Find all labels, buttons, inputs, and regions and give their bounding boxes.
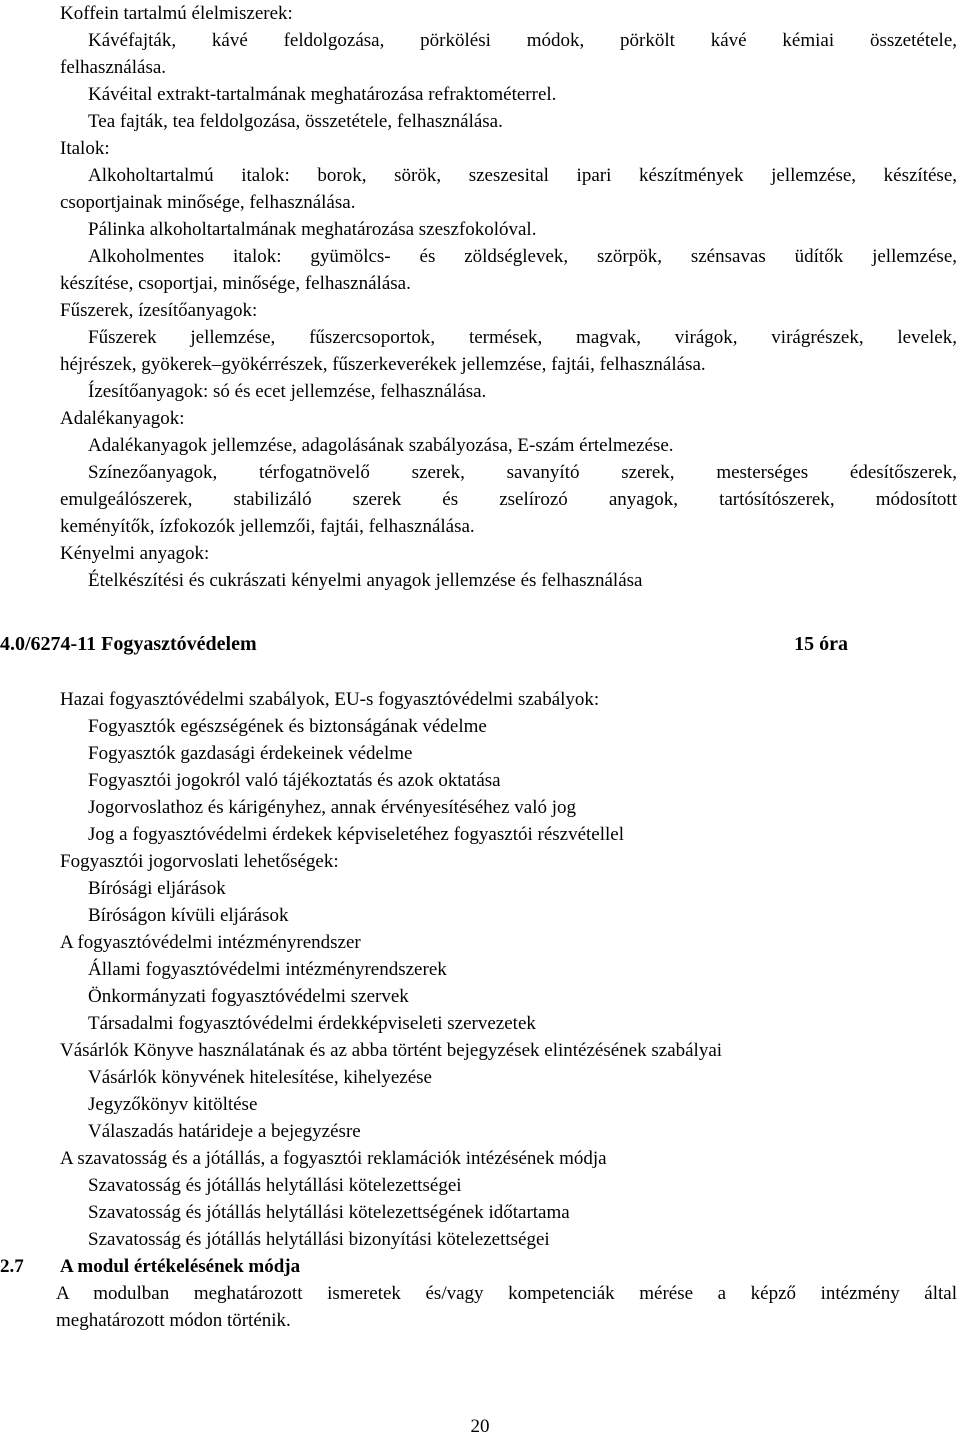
alcohol-line-2: csoportjainak minősége, felhasználása.: [60, 192, 356, 213]
alcohol-line-1: Alkoholtartalmú italok: borok, sörök, szeszesital ipari készítmények jellemzése, készítése,: [88, 165, 957, 186]
additives-heading: Adalékanyagok:: [60, 408, 185, 429]
list-item: Jogorvoslathoz és kárigényhez, annak érvényesítéséhez való jog: [88, 797, 577, 818]
book-heading: Vásárlók Könyve használatának és az abba történt bejegyzések elintézésének szabályai: [60, 1040, 723, 1061]
spices-heading: Fűszerek, ízesítőanyagok:: [60, 300, 258, 321]
additives-line: Adalékanyagok jellemzése, adagolásának szabályozása, E-szám értelmezése.: [88, 435, 674, 456]
list-item: Társadalmi fogyasztóvédelmi érdekképviseleti szervezetek: [88, 1013, 536, 1034]
nonalcoholic-line-1: Alkoholmentes italok: gyümölcs- és zöldséglevek, szörpök, szénsavas üdítők jellemzése,: [88, 246, 957, 267]
colorants-line-3: keményítők, ízfokozók jellemzői, fajtái, felhasználása.: [60, 516, 475, 537]
institution-heading: A fogyasztóvédelmi intézményrendszer: [60, 932, 361, 953]
flavoring-line: Ízesítőanyagok: só és ecet jellemzése, felhasználása.: [88, 381, 487, 402]
convenience-heading: Kényelmi anyagok:: [60, 543, 210, 564]
convenience-line: Ételkészítési és cukrászati kényelmi anyagok jellemzése és felhasználása: [88, 570, 643, 591]
list-item: Szavatosság és jótállás helytállási kötelezettségei: [88, 1175, 462, 1196]
colorants-line-1: Színezőanyagok, térfogatnövelő szerek, savanyító szerek, mesterséges édesítőszerek,: [88, 462, 957, 483]
list-item: Válaszadás határideje a bejegyzésre: [88, 1121, 361, 1142]
list-item: Fogyasztók gazdasági érdekeinek védelme: [88, 743, 413, 764]
section-heading: [0, 631, 848, 658]
spices-line-2: héjrészek, gyökerek–gyökérrészek, fűszerkeverékek jellemzése, fajtái, felhasználása.: [60, 354, 706, 375]
evaluation-line-1: A modulban meghatározott ismeretek és/vagy kompetenciák mérése a képző intézmény által: [56, 1283, 957, 1304]
list-item: Fogyasztói jogokról való tájékoztatás és azok oktatása: [88, 770, 501, 791]
list-item: Bíróságon kívüli eljárások: [88, 905, 289, 926]
section-code-title: 4.0/6274-11 Fogyasztóvédelem: [0, 633, 257, 655]
list-item: Szavatosság és jótállás helytállási kötelezettségének időtartama: [88, 1202, 570, 1223]
list-item: Vásárlók könyvének hitelesítése, kihelyezése: [88, 1067, 432, 1088]
coffee-line-1: Kávéfajták, kávé feldolgozása, pörkölési módok, pörkölt kávé kémiai összetétele,: [88, 30, 957, 51]
list-item: Jegyzőkönyv kitöltése: [88, 1094, 258, 1115]
list-item: Szavatosság és jótállás helytállási bizonyítási kötelezettségei: [88, 1229, 550, 1250]
list-item: Jog a fogyasztóvédelmi érdekek képviseletéhez fogyasztói részvétellel: [88, 824, 624, 845]
list-item: Állami fogyasztóvédelmi intézményrendszerek: [88, 959, 447, 980]
evaluation-title: A modul értékelésének módja: [60, 1256, 301, 1277]
nonalcoholic-line-2: készítése, csoportjai, minősége, felhasználása.: [60, 273, 411, 294]
caffeine-heading: Koffein tartalmú élelmiszerek:: [60, 3, 293, 24]
warranty-heading: A szavatosság és a jótállás, a fogyasztói reklamációk intézésének módja: [60, 1148, 607, 1169]
list-item: Fogyasztók egészségének és biztonságának védelme: [88, 716, 487, 737]
colorants-line-2: emulgeálószerek, stabilizáló szerek és zselírozó anyagok, tartósítószerek, módosított: [60, 489, 957, 510]
page-number: 20: [470, 1416, 490, 1437]
evaluation-number: 2.7: [0, 1256, 24, 1277]
remedy-heading: Fogyasztói jogorvoslati lehetőségek:: [60, 851, 339, 872]
list-item: Bírósági eljárások: [88, 878, 226, 899]
palinka-line: Pálinka alkoholtartalmának meghatározása szeszfokolóval.: [88, 219, 537, 240]
tea-line: Tea fajták, tea feldolgozása, összetétele, felhasználása.: [88, 111, 503, 132]
drinks-heading: Italok:: [60, 138, 110, 159]
rules-heading: Hazai fogyasztóvédelmi szabályok, EU-s fogyasztóvédelmi szabályok:: [60, 689, 600, 710]
section-hours: 15 óra: [794, 633, 848, 655]
spices-line-1: Fűszerek jellemzése, fűszercsoportok, termések, magvak, virágok, virágrészek, levelek,: [88, 327, 957, 348]
evaluation-line-2: meghatározott módon történik.: [56, 1310, 291, 1331]
list-item: Önkormányzati fogyasztóvédelmi szervek: [88, 986, 409, 1007]
coffee-line-2: felhasználása.: [60, 57, 167, 78]
coffee-refract-line: Kávéital extrakt-tartalmának meghatározása refraktométerrel.: [88, 84, 557, 105]
